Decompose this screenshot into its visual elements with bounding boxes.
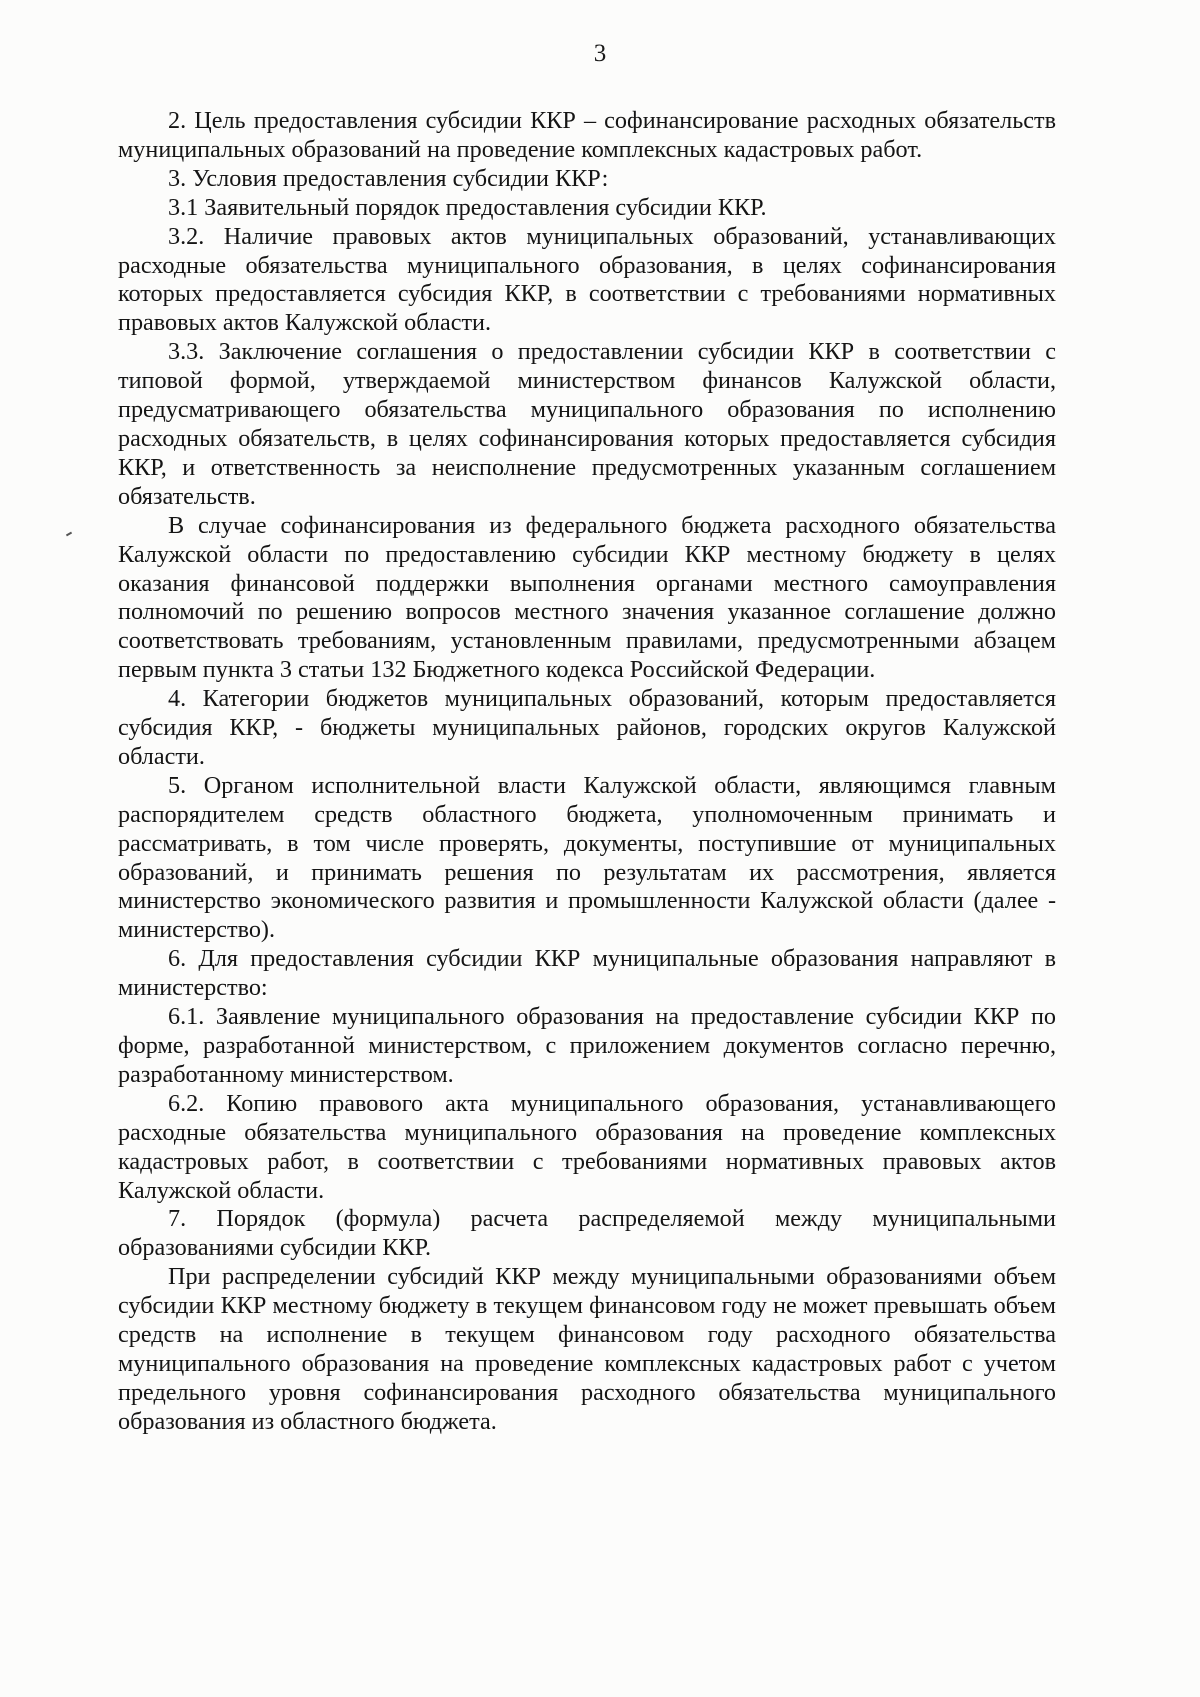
paragraph-6-documents: 6. Для предоставления субсидии ККР муниципальные образования направляют в министерство: — [118, 945, 1056, 1002]
paragraph-6-1: 6.1. Заявление муниципального образования на предоставление субсидии ККР по форме, разработанной министерством, с приложением документов согласно перечню, разработанному министерством. — [118, 1003, 1056, 1088]
page-number: 3 — [593, 40, 607, 67]
scan-artifact-mark — [66, 532, 72, 537]
paragraph-3-1: 3.1 Заявительный порядок предоставления субсидии ККР. — [168, 193, 767, 221]
document-body — [118, 107, 1056, 1437]
paragraph-5-authority: 5. Органом исполнительной власти Калужской области, являющимся главным распорядителем средств областного бюджета, уполномоченным принимать и рассматривать, в том числе проверять, документы, поступившие от муниципальных образований, и принимать решения по результатам их рассмотрения, является министерство экономического развития и промышленности Калужской области (далее - министерство). — [118, 771, 1056, 944]
paragraph-2-goal: 2. Цель предоставления субсидии ККР – софинансирование расходных обязательств муниципальных образований на проведение комплексных кадастровых работ. — [118, 107, 1056, 163]
paragraph-distribution: При распределении субсидий ККР между муниципальными образованиями объем субсидии ККР местному бюджету в текущем финансовом году не может превышать объем средств на исполнение в текущем финансовом году расходного обязательства муниципального образования на проведение комплексных кадастровых работ с учетом предельного уровня софинансирования расходного обязательства муниципального образования из областного бюджета. — [118, 1263, 1056, 1435]
paragraph-3-2: 3.2. Наличие правовых актов муниципальных образований, устанавливающих расходные обязательства муниципального образования, в целях софинансирования которых предоставляется субсидия ККР, в соответствии с требованиями нормативных правовых актов Калужской области. — [118, 222, 1056, 337]
paragraph-7-formula: 7. Порядок (формула) расчета распределяемой между муниципальными образованиями субсидии ККР. — [118, 1205, 1056, 1262]
paragraph-3-conditions: 3. Условия предоставления субсидии ККР: — [168, 164, 609, 192]
paragraph-federal-cofinancing: В случае софинансирования из федерального бюджета расходного обязательства Калужской области по предоставлению субсидии ККР местному бюджету в целях оказания финансовой поддержки выполнения органами местного самоуправления полномочий по решению вопросов местного значения указанное соглашение должно соответствовать требованиям, установленным правилами, предусмотренными абзацем первым пункта 3 статьи 132 Бюджетного кодекса Российской Федерации. — [118, 511, 1056, 684]
paragraph-4-categories: 4. Категории бюджетов муниципальных образований, которым предоставляется субсидия ККР, - бюджеты муниципальных районов, городских округов Калужской области. — [118, 685, 1056, 770]
paragraph-3-3: 3.3. Заключение соглашения о предоставлении субсидии ККР в соответствии с типовой формой, утверждаемой министерством финансов Калужской области, предусматривающего обязательства муниципального образования по исполнению расходных обязательств, в целях софинансирования которых предоставляется субсидия ККР, и ответственность за неисполнение предусмотренных указанным соглашением обязательств. — [118, 338, 1056, 510]
paragraph-6-2: 6.2. Копию правового акта муниципального образования, устанавливающего расходные обязательства муниципального образования на проведение комплексных кадастровых работ, в соответствии с требованиями нормативных правовых актов Калужской области. — [118, 1089, 1056, 1204]
